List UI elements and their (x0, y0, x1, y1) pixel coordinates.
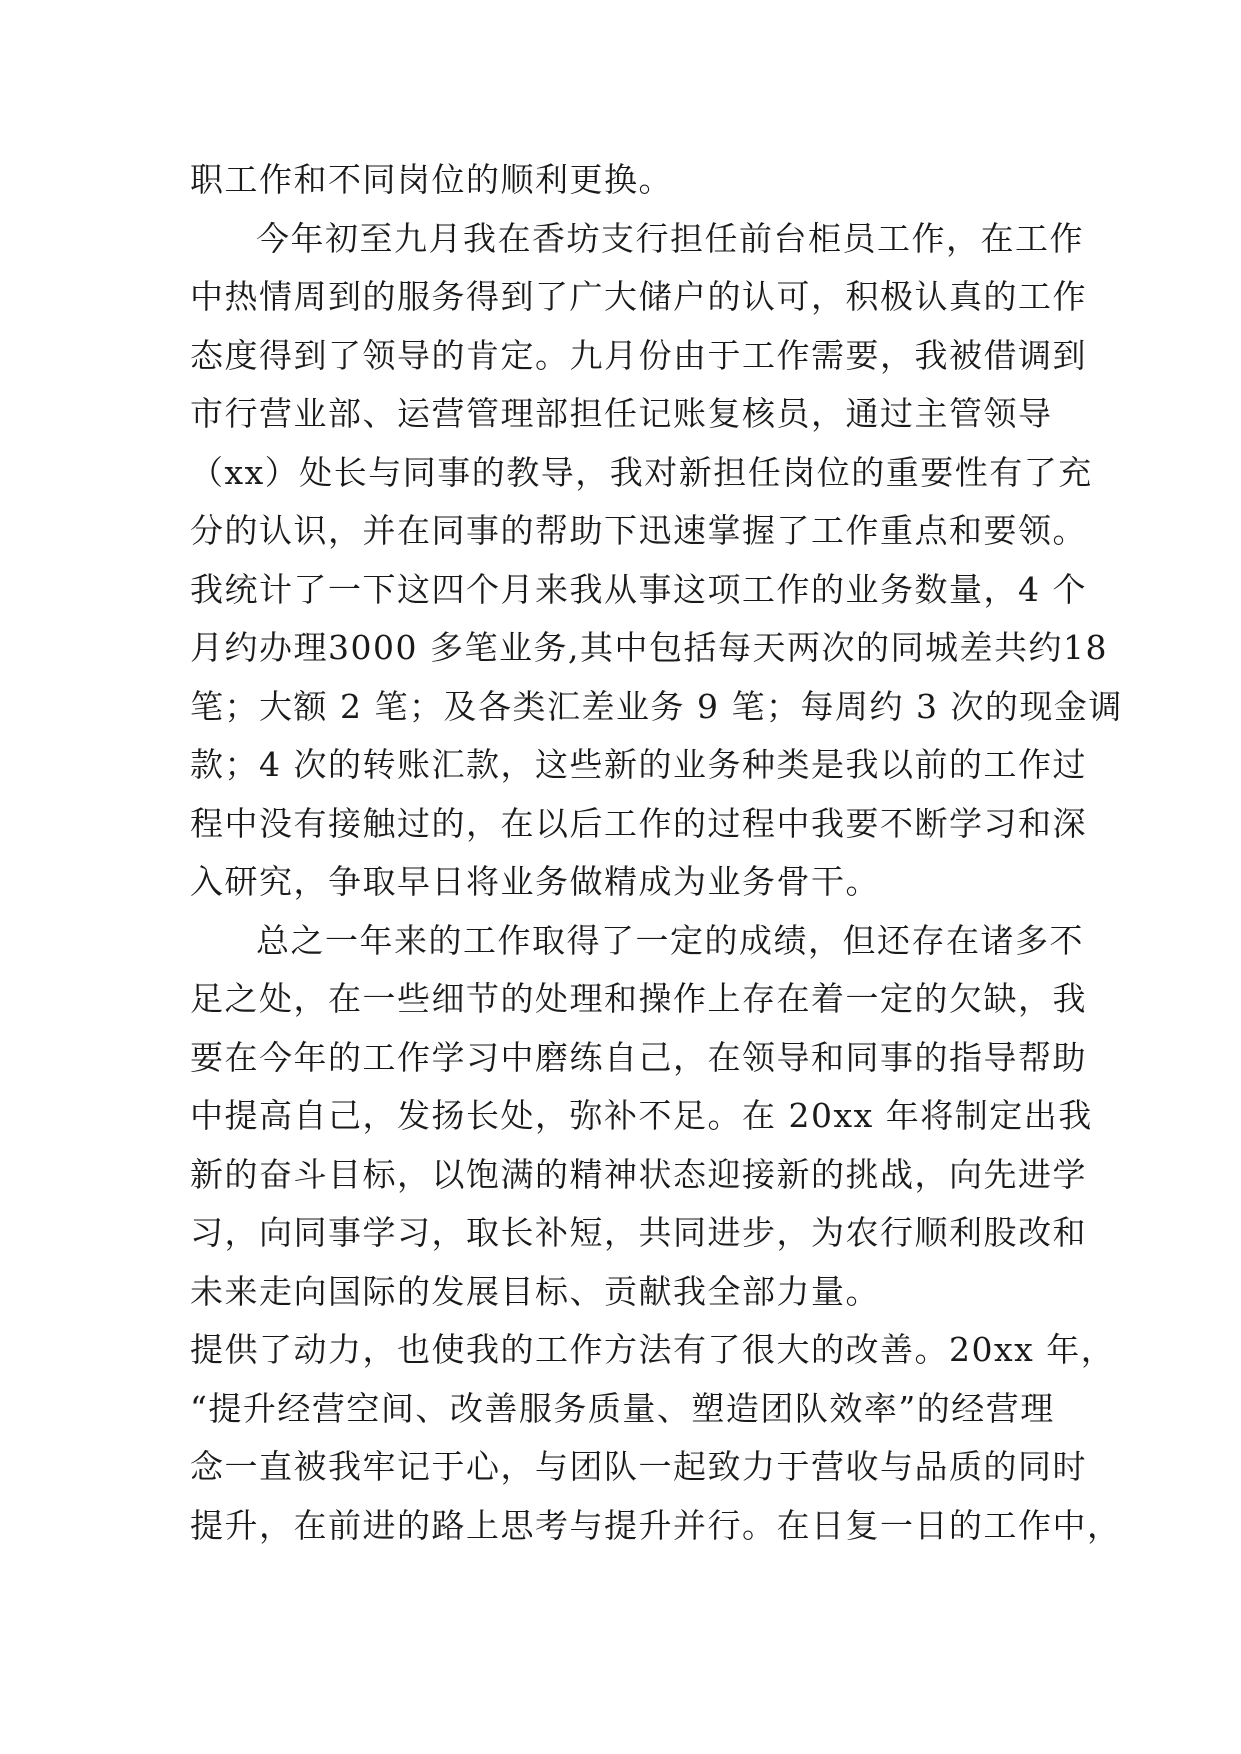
text-line: 新的奋斗目标，以饱满的精神状态迎接新的挑战，向先进学 (190, 1154, 1087, 1194)
paragraph-start-line: 总之一年来的工作取得了一定的成绩，但还存在诸多不 (256, 920, 1084, 960)
text-line: 提升，在前进的路上思考与提升并行。在日复一日的工作中， (190, 1505, 1122, 1545)
text-line: 分的认识，并在同事的帮助下迅速掌握了工作重点和要领。 (190, 511, 1087, 550)
text-line: （xx）处长与同事的教导，我对新担任岗位的重要性有了充 (190, 452, 1093, 492)
text-line: 中热情周到的服务得到了广大储户的认可，积极认真的工作 (190, 277, 1087, 316)
text-line: 程中没有接触过的，在以后工作的过程中我要不断学习和深 (190, 803, 1087, 843)
text-line: 入研究，争取早日将业务做精成为业务骨干。 (190, 862, 880, 901)
text-line: 月约办理3000 多笔业务,其中包括每天两次的同城差共约18 (190, 628, 1108, 667)
text-line: 提供了动力，也使我的工作方法有了很大的改善。20xx 年， (190, 1330, 1116, 1369)
text-line: 款；4 次的转账汇款，这些新的业务种类是我以前的工作过 (190, 745, 1087, 784)
document-body (190, 151, 1123, 1555)
paragraph-start-line: 今年初至九月我在香坊支行担任前台柜员工作，在工作 (256, 218, 1084, 258)
text-line: 要在今年的工作学习中磨练自己，在领导和同事的指导帮助 (190, 1037, 1087, 1077)
text-line: 笔；大额 2 笔；及各类汇差业务 9 笔；每周约 3 次的现金调 (190, 686, 1123, 726)
text-line: 市行营业部、运营管理部担任记账复核员，通过主管领导 (190, 394, 1053, 433)
text-line: “提升经营空间、改善服务质量、塑造团队效率”的经营理 (190, 1388, 1055, 1428)
text-line: 中提高自己，发扬长处，弥补不足。在 20xx 年将制定出我 (190, 1096, 1093, 1135)
text-line: 习，向同事学习，取长补短，共同进步，为农行顺利股改和 (190, 1213, 1087, 1252)
text-line: 念一直被我牢记于心，与团队一起致力于营收与品质的同时 (190, 1447, 1087, 1486)
text-line: 态度得到了领导的肯定。九月份由于工作需要，我被借调到 (190, 335, 1087, 375)
text-line: 足之处，在一些细节的处理和操作上存在着一定的欠缺，我 (190, 979, 1087, 1018)
text-line: 职工作和不同岗位的顺利更换。 (190, 160, 673, 199)
text-line: 我统计了一下这四个月来我从事这项工作的业务数量，4 个 (190, 569, 1087, 609)
text-line: 未来走向国际的发展目标、贡献我全部力量。 (190, 1271, 880, 1311)
